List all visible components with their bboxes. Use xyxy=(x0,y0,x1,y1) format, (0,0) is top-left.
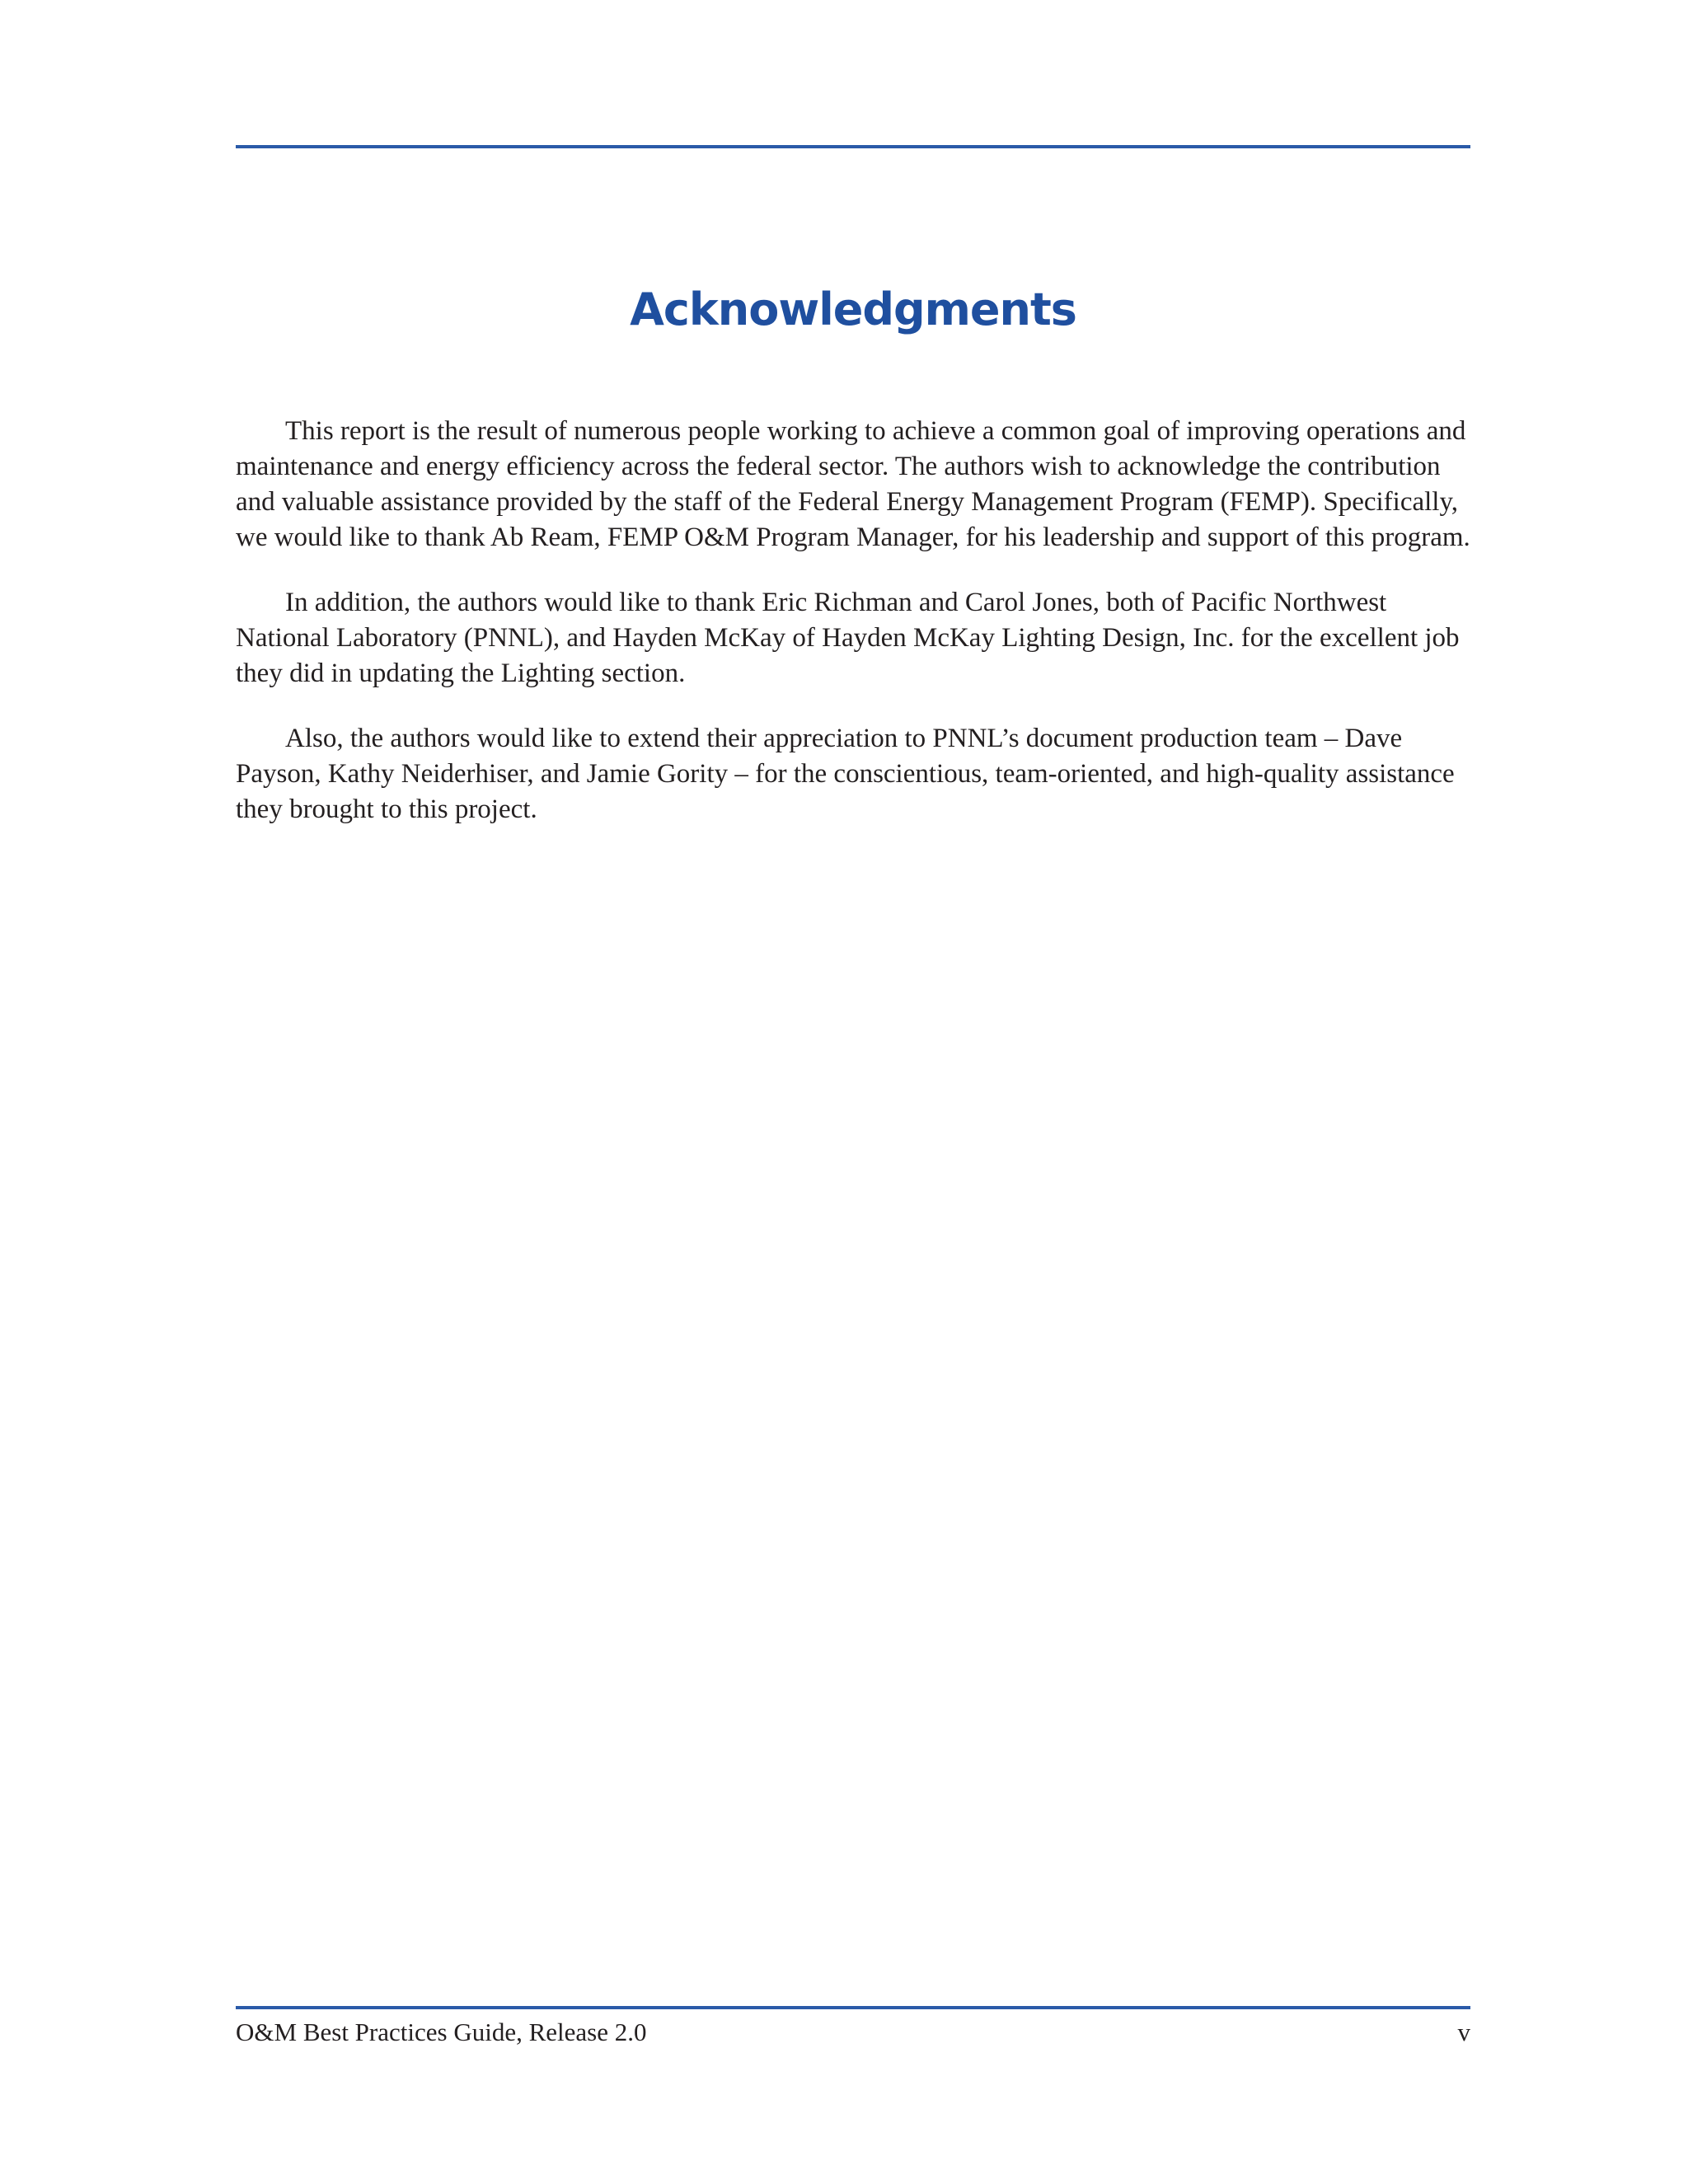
paragraph-femp-thanks: This report is the result of numerous people working to achieve a common goal of improving operations and maintenance and energy efficiency across the federal sector. The authors wish to acknowledge the contribution and valuable assistance provided by the staff of the Federal Energy Management Program (FEMP). Specifically, we would like to thank Ab Ream, FEMP O&M Program Manager, for his leadership and support of this program. xyxy=(236,416,1470,552)
page-title: Acknowledgments xyxy=(630,284,1076,335)
paragraph-production-team-thanks: Also, the authors would like to extend their appreciation to PNNL’s document production team – Dave Payson, Kathy Neiderhiser, and Jamie Gority – for the conscientious, team-oriented, and high-quality assistance they brought to this project. xyxy=(236,724,1455,824)
header-rule xyxy=(236,145,1470,148)
paragraph-lighting-thanks: In addition, the authors would like to thank Eric Richman and Carol Jones, both of Pacific Northwest National Laboratory (PNNL), and Hayden McKay of Hayden McKay Lighting Design, Inc. for the excellent job they did in updating the Lighting section. xyxy=(236,588,1460,688)
footer-document-title: O&M Best Practices Guide, Release 2.0 xyxy=(236,2018,647,2046)
footer-page-number: v xyxy=(1457,2018,1470,2046)
acknowledgments-body xyxy=(236,414,1470,857)
footer-rule xyxy=(236,2006,1470,2009)
